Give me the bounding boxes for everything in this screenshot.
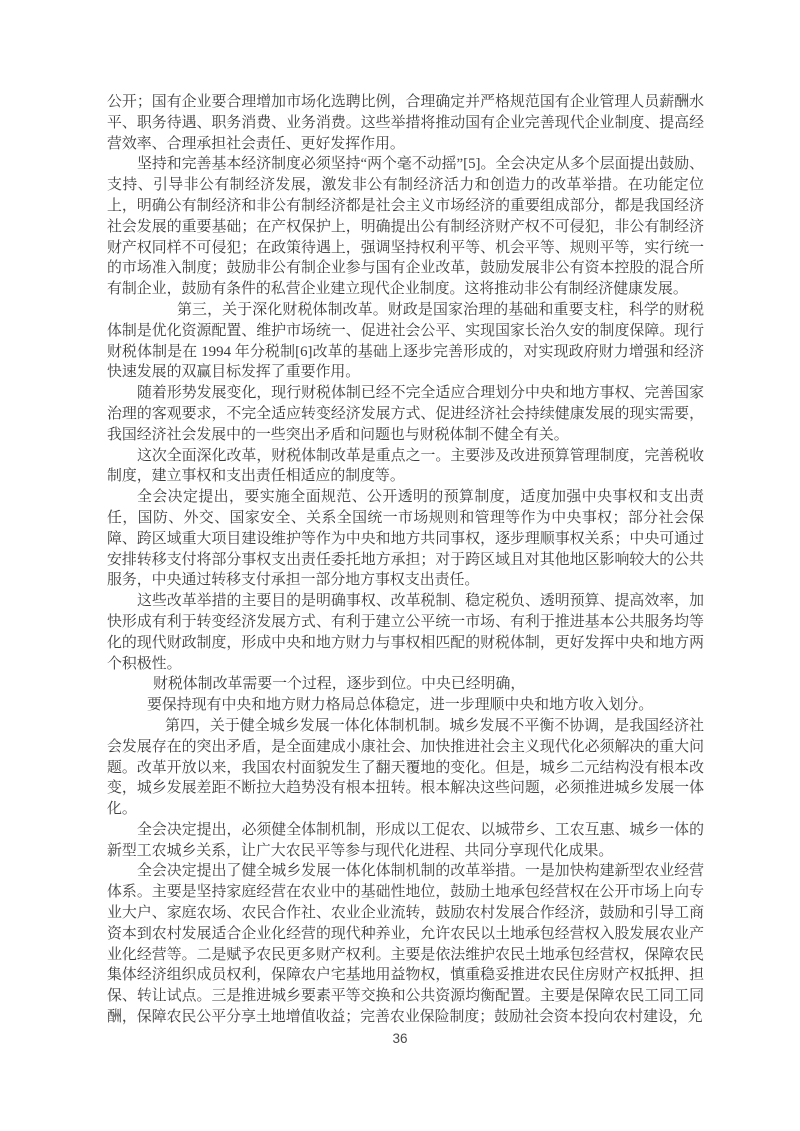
page-number: 36 <box>392 1031 408 1046</box>
paragraph-section-4: 第四，关于健全城乡发展一体化体制机制。城乡发展不平衡不协调，是我国经济社会发展存在的突出矛盾，是全面建成小康社会、加快推进社会主义现代化必须解决的重大问题。改革开放以来，我国农村面貌发生了翻天覆地的变化。但是，城乡二元结构没有根本改变，城乡发展差距不断拉大趋势没有根本扭转。根本解决这些问题，必须推进城乡发展一体化。 <box>107 717 704 818</box>
paragraph: 全会决定提出，必须健全体制机制，形成以工促农、以城带乡、工农互惠、城乡一体的新型工农城乡关系，让广大农民平等参与现代化进程、共同分享现代化成果。 <box>107 821 704 859</box>
paragraph: 公开；国有企业要合理增加市场化选聘比例，合理确定并严格规范国有企业管理人员薪酬水平、职务待遇、职务消费、业务消费。这些举措将推动国有企业完善现代企业制度、提高经营效率、合理承担社会责任、更好发挥作用。 <box>107 94 704 152</box>
paragraph: 这些改革举措的主要目的是明确事权、改革税制、稳定税负、透明预算、提高效率，加快形成有利于转变经济发展方式、有利于建立公平统一市场、有利于推进基本公共服务均等化的现代财政制度，形成中央和地方财力与事权相匹配的财税体制，更好发挥中央和地方两个积极性。 <box>107 593 704 672</box>
paragraph: 全会决定提出，要实施全面规范、公开透明的预算制度，适度加强中央事权和支出责任，国防、外交、国家安全、关系全国统一市场规则和管理等作为中央事权；部分社会保障、跨区域重大项目建设维护等作为中央和地方共同事权，逐步理顺事权关系；中央可通过安排转移支付将部分事权支出责任委托地方承担；对于跨区域且对其他地区影响较大的公共服务，中央通过转移支付承担一部分地方事权支出责任。 <box>107 489 704 589</box>
paragraph: 要保持现有中央和地方财力格局总体稳定，进一步理顺中央和地方收入划分。 <box>147 697 654 714</box>
paragraph: 随着形势发展变化，现行财税体制已经不完全适应合理划分中央和地方事权、完善国家治理的客观要求，不完全适应转变经济发展方式、促进经济社会持续健康发展的现实需要，我国经济社会发展中的一些突出矛盾和问题也与财税体制不健全有关。 <box>107 385 704 443</box>
paragraph: 这次全面深化改革，财税体制改革是重点之一。主要涉及改进预算管理制度，完善税收制度，建立事权和支出责任相适应的制度等。 <box>107 447 704 485</box>
paragraph-section-3: 第三，关于深化财税体制改革。财政是国家治理的基础和重要支柱，科学的财税体制是优化资源配置、维护市场统一、促进社会公平、实现国家长治久安的制度保障。现行财税体制是在 1994 年分税制[6]改革的基础上逐步完善形成的，对实现政府财力增强和经济快速发展的双赢目标发挥了重要作用。 <box>107 301 704 381</box>
paragraph: 坚持和完善基本经济制度必须坚持“两个毫不动摇”[5]。全会决定从多个层面提出鼓励、支持、引导非公有制经济发展，激发非公有制经济活力和创造力的改革举措。在功能定位上，明确公有制经济和非公有制经济都是社会主义市场经济的重要组成部分，都是我国经济社会发展的重要基础；在产权保护上，明确提出公有制经济财产权不可侵犯，非公有制经济财产权同样不可侵犯；在政策待遇上，强调坚持权利平等、机会平等、规则平等，实行统一的市场准入制度；鼓励非公有制企业参与国有企业改革，鼓励发展非公有资本控股的混合所有制企业，鼓励有条件的私营企业建立现代企业制度。这将推动非公有制经济健康发展。 <box>107 156 704 298</box>
paragraph: 全会决定提出了健全城乡发展一体化体制机制的改革举措。一是加快构建新型农业经营体系。主要是坚持家庭经营在农业中的基础性地位，鼓励土地承包经营权在公开市场上向专业大户、家庭农场、农民合作社、农业企业流转，鼓励农村发展合作经济，鼓励和引导工商资本到农村发展适合企业化经营的现代种养业，允许农民以土地承包经营权入股发展农业产业化经营等。二是赋予农民更多财产权利。主要是依法维护农民土地承包经营权，保障农民集体经济组织成员权利，保障农户宅基地用益物权，慎重稳妥推进农民住房财产权抵押、担保、转让试点。三是推进城乡要素平等交换和公共资源均衡配置。主要是保障农民工同工同酬，保障农民公平分享土地增值收益；完善农业保险制度；鼓励社会资本投向农村建设，允 <box>107 863 704 1026</box>
document-body <box>107 92 704 1028</box>
paragraph: 财税体制改革需要一个过程，逐步到位。中央已经明确， <box>153 676 526 693</box>
